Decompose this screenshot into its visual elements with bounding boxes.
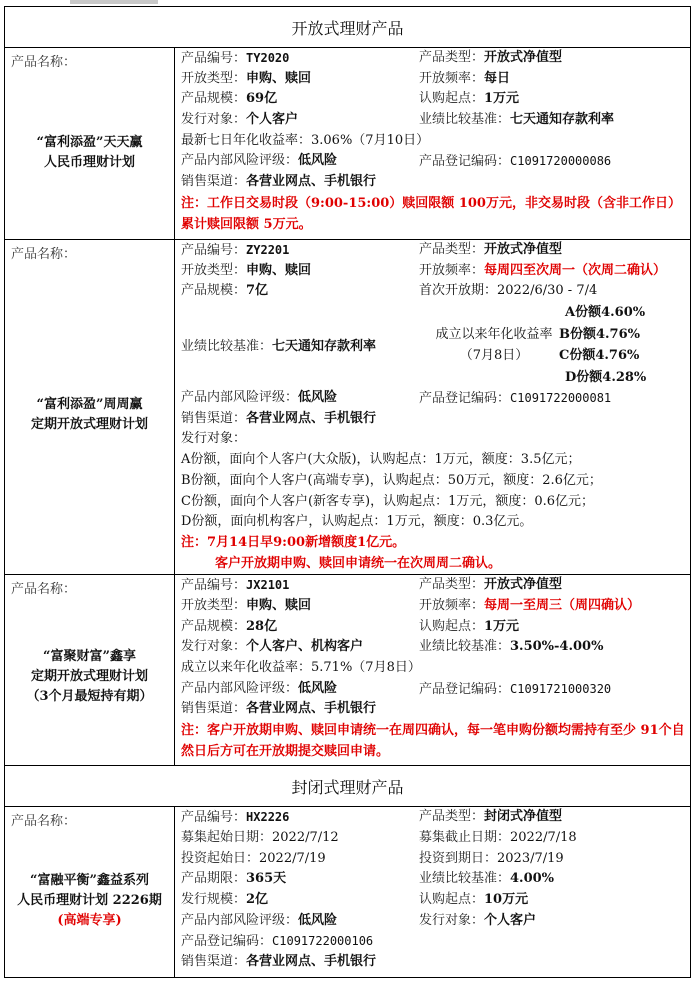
product-row-jx2101: 产品名称： “富聚财富”鑫享 定期开放式理财计划 （3个月最短持有期） 产品编号：JX2101 产品类型：开放式净值型 开放类型：申购、赎回 开放频率：每周一至周三（周四确认） 产品规模：28亿 认购起点：1万元 发行对象：个人客户、机构客户 业绩比较基准：3.50%-4.00% 成立以来年化收益率：5.71%（7月8日） 产品内部风险评级：低风险 产品登记编码：C1091721000320 销售渠道：各营业网点、手机银行 注：客户开放期申购、赎回申请统一在周四确认，每一笔申购份额均需持有至少 91个自然日后方可在开放期提交赎回申请。 [5,575,691,766]
share-yields: A份额4.60% B份额4.76% C份额4.76% D份额4.28% [559,305,647,385]
product-name: “富聚财富”鑫享 定期开放式理财计划 （3个月最短持有期） [26,649,153,705]
product-note: 注：客户开放期申购、赎回申请统一在周四确认，每一笔申购份额均需持有至少 91个自然日后方可在开放期提交赎回申请。 [181,723,685,760]
name-label: 产品名称： [11,55,77,70]
product-name: “富利添盈”天天赢 人民币理财计划 [36,135,143,170]
product-note: 注：工作日交易时段（9:00-15:00）赎回限额 100万元，非交易时段（含非工作日）累计赎回限额 5万元。 [181,195,681,232]
product-name: “富融平衡”鑫益系列 人民币理财计划 2226期 (高端专享) [17,873,162,929]
product-name: “富利添盈”周周赢 定期开放式理财计划 [30,397,148,432]
products-table [4,6,691,978]
top-tab-marker [70,0,158,4]
product-row-zy2201: 产品名称： “富利添盈”周周赢 定期开放式理财计划 产品编号：ZY2201 产品类型：开放式净值型 开放类型：申购、赎回 开放频率：每周四至次周一（次周二确认） 产品规模：7亿 首次开放期：2022/6/30 - 7/4 业绩比较基准：七天通知存款利率 成立以来年化收益率 （7月8日） A份额4.60% B份额4.76% C份额4.76% D份额4.28% 产品内部风险评级：低风险 产品登记编码：C1091722000081 销售渠道：各营业网点、手机银行 发行对象： A份额，面向个人客户(大众版)，认购起点：1万元，额度：3.5亿元； B份额，面向个人客户(高端专享)，认购起点：50万元，额度：2.6亿元； C份额，面向个人客户(新客专享)，认购起点：1万元，额度：0.6亿元； D份额，面向机构客户，认购起点：1万元，额度：0.3亿元。 注：7月14日早9:00新增额度1亿元。 客户开放期申购、赎回申请统一在次周周二确认。 [5,240,691,575]
product-row-ty2020: 产品名称： “富利添盈”天天赢 人民币理财计划 产品编号：TY2020 产品类型：开放式净值型 开放类型：申购、赎回 开放频率：每日 产品规模：69亿 认购起点：1万元 发行对象：个人客户 业绩比较基准：七天通知存款利率 最新七日年化收益率：3.06%（7月10日） 产品内部风险评级：低风险 产品登记编码：C1091720000086 销售渠道：各营业网点、手机银行 注：工作日交易时段（9:00-15:00）赎回限额 100万元，非交易时段（含非工作日）累计赎回限额 5万元。 [5,48,691,240]
closed-section-title: 封闭式理财产品 [5,766,691,807]
open-section-title: 开放式理财产品 [5,7,691,48]
product-row-hx2226: 产品名称： “富融平衡”鑫益系列 人民币理财计划 2226期 (高端专享) 产品编号：HX2226 产品类型：封闭式净值型 募集起始日期：2022/7/12 募集截止日期：2022/7/18 投资起始日：2022/7/19 投资到期日：2023/7/19 产品期限：365天 业绩比较基准：4.00% 发行规模：2亿 认购起点：10万元 产品内部风险评级：低风险 发行对象：个人客户 产品登记编码：C1091722000106 销售渠道：各营业网点、手机银行 [5,807,691,978]
